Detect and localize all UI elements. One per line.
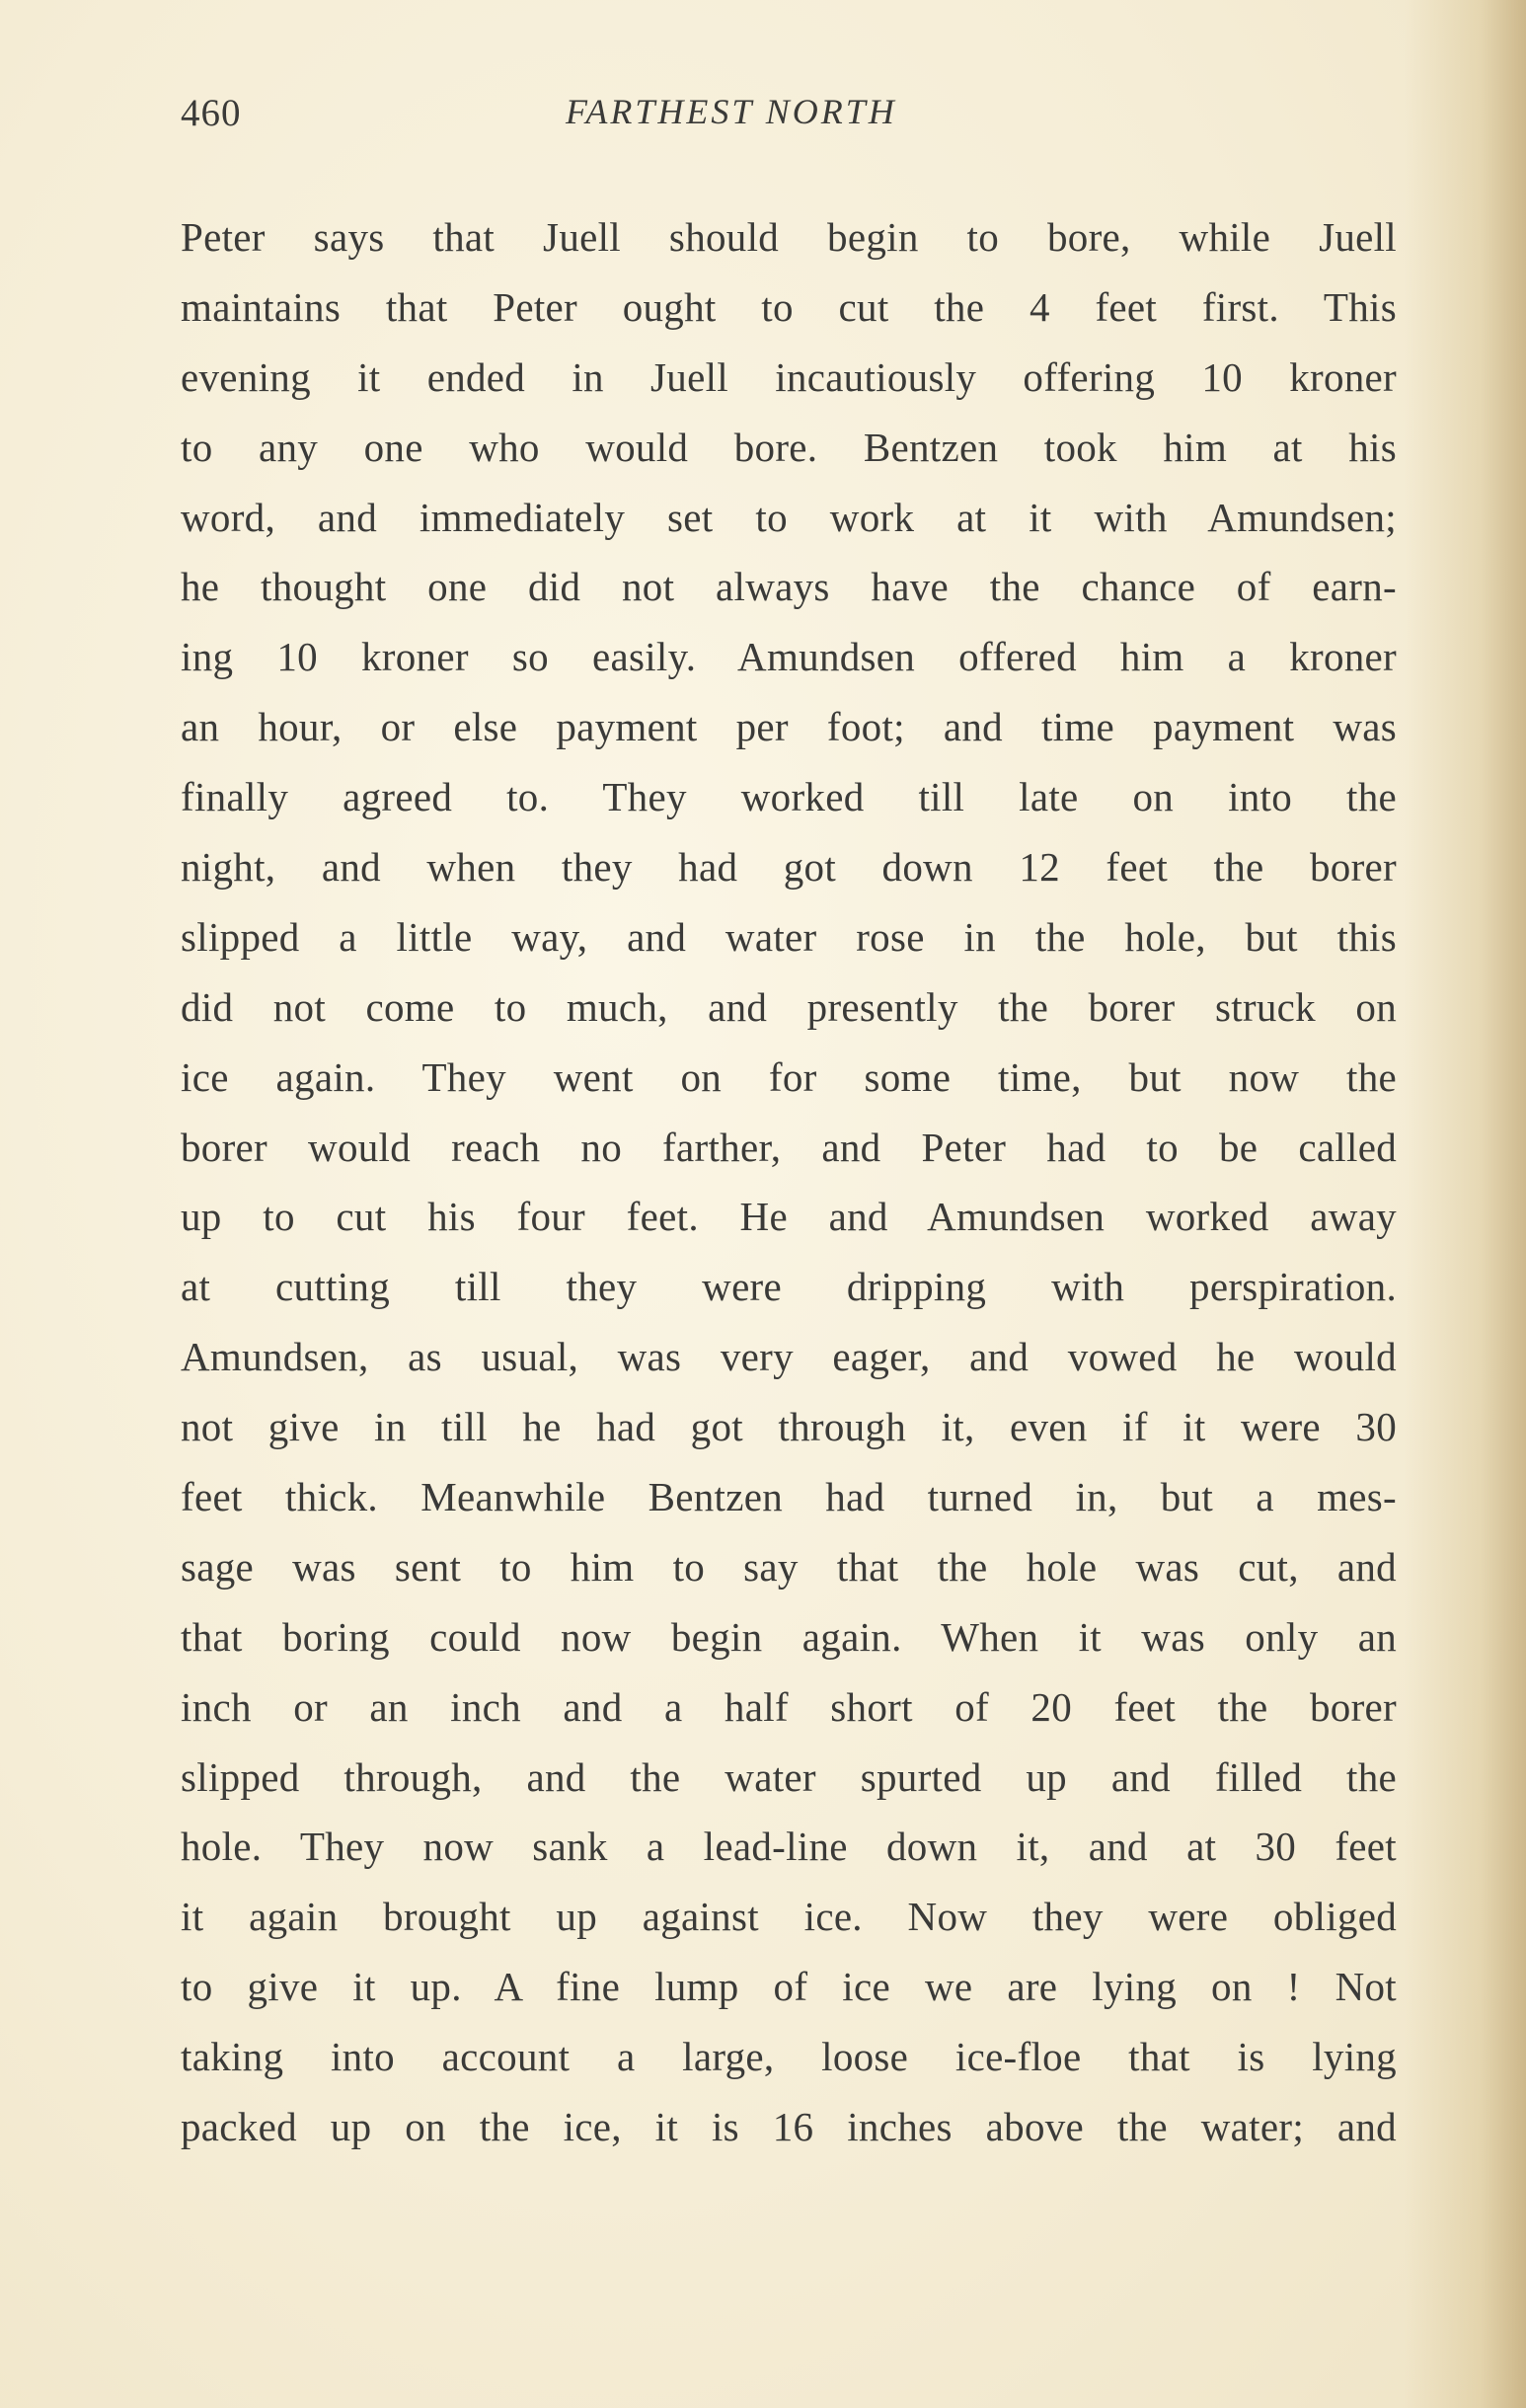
page-number: 460 xyxy=(181,92,242,134)
text-line: to any one who would bore. Bentzen took him at his xyxy=(181,424,1397,470)
text-line: an hour, or else payment per foot; and time payment was xyxy=(181,704,1397,750)
text-line: finally agreed to. They worked till late on into the xyxy=(181,774,1397,820)
text-line: word, and immediately set to work at it with Amundsen; xyxy=(181,494,1397,540)
text-line: slipped through, and the water spurted up and filled the xyxy=(181,1753,1397,1800)
text-line: slipped a little way, and water rose in the hole, but this xyxy=(181,913,1397,960)
text-line: taking into account a large, loose ice-floe that is lying xyxy=(181,2034,1397,2080)
body-text xyxy=(181,202,1397,2162)
text-line: hole. They now sank a lead-line down it, and at 30 feet xyxy=(181,1824,1397,1870)
text-line: did not come to much, and presently the borer struck on xyxy=(181,983,1397,1030)
text-line: borer would reach no farther, and Peter had to be called xyxy=(181,1124,1397,1170)
text-line: Peter says that Juell should begin to bore, while Juell xyxy=(181,214,1397,260)
text-line: inch or an inch and a half short of 20 feet the borer xyxy=(181,1683,1397,1730)
text-line: maintains that Peter ought to cut the 4 feet first. This xyxy=(181,283,1397,330)
text-line: up to cut his four feet. He and Amundsen worked away xyxy=(181,1194,1397,1240)
text-line: evening it ended in Juell incautiously offering 10 kroner xyxy=(181,353,1397,400)
text-line: ice again. They went on for some time, but now the xyxy=(181,1053,1397,1100)
book-title: FARTHEST NORTH xyxy=(566,92,897,131)
text-line: sage was sent to him to say that the hole was cut, and xyxy=(181,1543,1397,1590)
text-line: night, and when they had got down 12 feet the borer xyxy=(181,844,1397,891)
text-line: it again brought up against ice. Now they were obliged xyxy=(181,1894,1397,1940)
running-head xyxy=(181,91,1395,150)
text-line: feet thick. Meanwhile Bentzen had turned in, but a mes- xyxy=(181,1474,1397,1520)
text-line: he thought one did not always have the chance of earn- xyxy=(181,564,1397,610)
text-line: ing 10 kroner so easily. Amundsen offered him a kroner xyxy=(181,634,1397,680)
text-line: to give it up. A fine lump of ice we are lying on ! Not xyxy=(181,1964,1397,2010)
text-line: packed up on the ice, it is 16 inches above the water; and xyxy=(181,2104,1397,2150)
text-line: Amundsen, as usual, was very eager, and vowed he would xyxy=(181,1334,1397,1380)
text-line: that boring could now begin again. When it was only an xyxy=(181,1613,1397,1660)
text-line: at cutting till they were dripping with perspiration. xyxy=(181,1264,1397,1310)
text-line: not give in till he had got through it, even if it were 30 xyxy=(181,1404,1397,1450)
